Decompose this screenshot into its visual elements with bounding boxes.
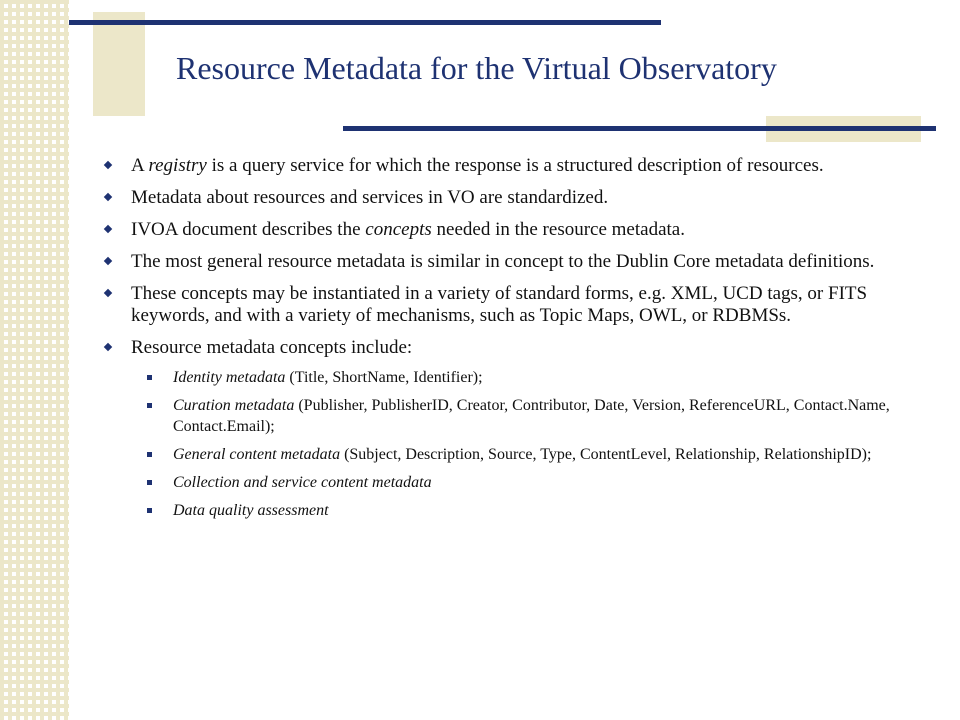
diamond-bullet-icon	[104, 225, 112, 233]
subbullet-emphasis: Data quality assessment	[173, 502, 329, 519]
slide-body	[105, 155, 925, 528]
subbullet-data-quality	[147, 500, 925, 521]
bullet-text: needed in the resource metadata.	[431, 219, 685, 240]
square-bullet-icon	[147, 508, 152, 513]
diamond-bullet-icon	[104, 161, 112, 169]
bullet-text: is a query service for which the response is a structured description of resources.	[206, 155, 824, 176]
bullet-ivoa-document	[105, 219, 925, 241]
bullet-text: These concepts may be instantiated in a variety of standard forms, e.g. XML, UCD tags, or FITS keywords, and with a variety of mechanisms, such as Topic Maps, OWL, or RDBMSs.	[131, 283, 868, 326]
diamond-bullet-icon	[104, 289, 112, 297]
subbullet-emphasis: Identity metadata	[173, 369, 286, 386]
diamond-bullet-icon	[104, 343, 112, 351]
subbullet-emphasis: Curation metadata	[173, 397, 295, 414]
square-bullet-icon	[147, 375, 152, 380]
slide-title: Resource Metadata for the Virtual Observatory	[176, 50, 777, 86]
bullet-text: Metadata about resources and services in VO are standardized.	[131, 187, 609, 208]
subbullet-text: (Publisher, PublisherID, Creator, Contributor, Date, Version, ReferenceURL, Contact.Name, Contact.Email);	[173, 397, 890, 435]
square-bullet-icon	[147, 452, 152, 457]
top-rule	[69, 20, 661, 25]
bullet-concepts-include	[105, 337, 925, 359]
subbullet-text: (Title, ShortName, Identifier);	[285, 369, 483, 386]
subbullet-collection	[147, 472, 925, 493]
bullet-registry	[105, 155, 925, 177]
bullet-emphasis: registry	[148, 155, 207, 176]
subbullet-emphasis: Collection and service content metadata	[173, 474, 432, 491]
bullet-standardized	[105, 187, 925, 209]
bottom-rule	[343, 126, 936, 131]
subbullet-emphasis: General content metadata	[173, 446, 341, 463]
square-bullet-icon	[147, 403, 152, 408]
bullet-text: The most general resource metadata is similar in concept to the Dublin Core metadata definitions.	[131, 251, 875, 272]
subbullet-text: (Subject, Description, Source, Type, ContentLevel, Relationship, RelationshipID);	[340, 446, 872, 463]
striped-margin-decoration	[0, 0, 69, 720]
subbullet-general-content	[147, 444, 925, 465]
bullet-text: A	[131, 155, 149, 176]
bullet-instantiated	[105, 283, 925, 327]
subbullet-identity	[147, 367, 925, 388]
bullet-text: Resource metadata concepts include:	[131, 337, 413, 358]
tan-block-top	[93, 12, 145, 116]
bullet-emphasis: concepts	[365, 219, 432, 240]
square-bullet-icon	[147, 480, 152, 485]
bullet-text: IVOA document describes the	[131, 219, 366, 240]
subbullet-curation	[147, 395, 925, 437]
bullet-dublin-core	[105, 251, 925, 273]
diamond-bullet-icon	[104, 193, 112, 201]
diamond-bullet-icon	[104, 257, 112, 265]
